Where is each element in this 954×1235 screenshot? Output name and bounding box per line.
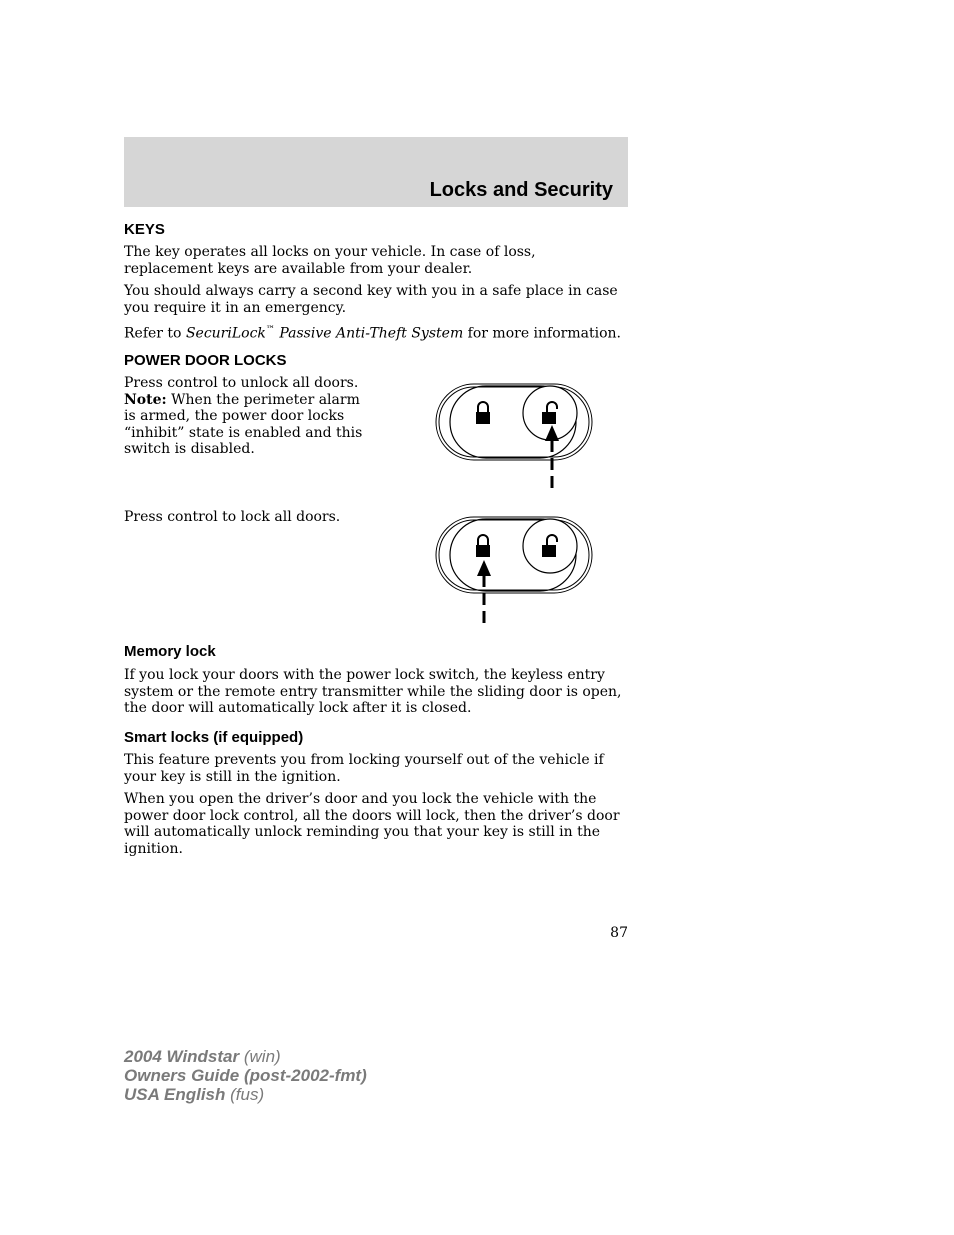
note-label: Note: [124,391,167,408]
smart-locks-paragraph-1: This feature prevents you from locking yourself out of the vehicle if your key is still in the ignition. [124,752,604,785]
page-number: 87 [610,925,628,941]
lock-instructions: Press control to lock all doors. [124,509,341,525]
keys-paragraph-2: You should always carry a second key with you in a safe place in case you require it in an emergency. [124,283,618,316]
footer-line-1 [124,1047,367,1066]
footer-language-code: (fus) [225,1085,265,1104]
unlock-instructions [124,375,374,458]
footer-model-code: (win) [239,1047,281,1066]
memory-lock-paragraph: If you lock your doors with the power lock switch, the keyless entry system or the remote entry transmitter while the sliding door is open, the door will automatically lock after it is closed. [124,667,622,716]
note-text: When the perimeter alarm is armed, the power door locks “inhibit” state is enabled and this switch is disabled. [124,391,363,457]
keys-heading: KEYS [124,221,165,238]
securilock-term: SecuriLock [185,325,266,342]
unlock-text: Press control to unlock all doors. [124,375,359,391]
lock-closed-icon [476,402,490,424]
power-door-locks-heading: POWER DOOR LOCKS [124,352,287,369]
footer-line-2 [124,1066,367,1085]
footer-guide: Owners Guide (post-2002-fmt) [124,1066,367,1085]
keys-paragraph-1: The key operates all locks on your vehicle. In case of loss, replacement keys are available from your dealer. [124,244,536,277]
smart-locks-heading: Smart locks (if equipped) [124,729,304,746]
footer-language: USA English [124,1085,226,1104]
footer-model: 2004 Windstar [124,1047,240,1066]
keys-paragraph-3 [124,322,628,342]
keys-p3-suffix: for more information. [463,325,621,342]
trademark-mark: ™ [265,325,275,335]
section-header-band [124,137,628,207]
keys-p3-prefix: Refer to [124,325,186,342]
lock-switch-diagram [430,511,600,626]
footer-line-3 [124,1085,367,1104]
lock-closed-icon [476,535,490,557]
memory-lock-heading: Memory lock [124,643,216,660]
anti-theft-term: Passive Anti-Theft System [274,325,464,342]
unlock-switch-diagram [430,378,600,493]
smart-locks-paragraph-2: When you open the driver’s door and you lock the vehicle with the power door lock control, all the doors will lock, then the driver’s door will automatically unlock reminding you that your key is still in the ignition. [124,791,620,857]
section-title: Locks and Security [429,179,613,201]
document-footer [124,1047,367,1104]
